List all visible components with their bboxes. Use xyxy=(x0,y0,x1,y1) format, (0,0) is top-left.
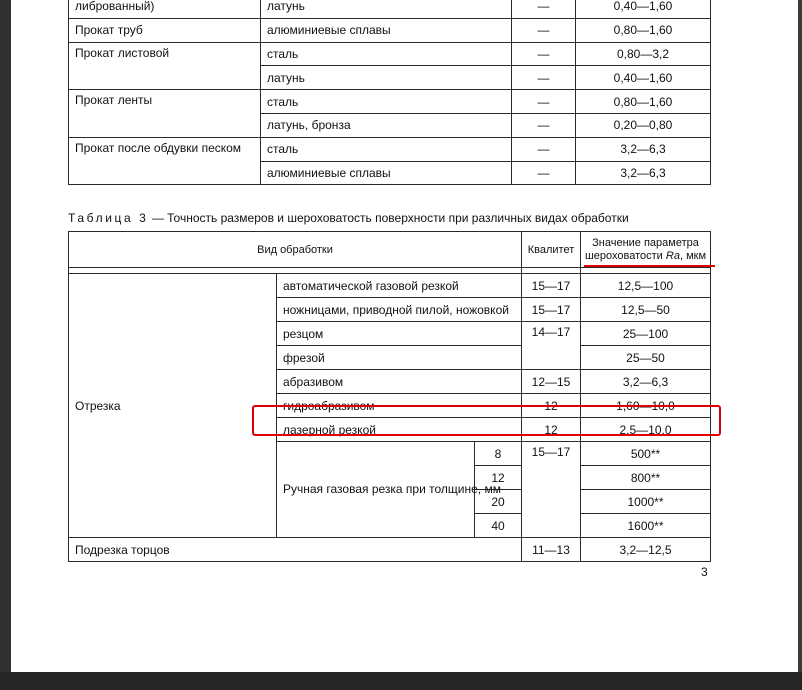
ra-cell: 3,2—6,3 xyxy=(576,161,711,185)
material-cell: алюминиевые сплавы xyxy=(261,161,512,185)
qualitet-cell: 15—17 xyxy=(522,442,581,538)
qualitet-cell: 15—17 xyxy=(522,274,581,298)
qualitet-cell: — xyxy=(512,0,576,18)
table-2-continuation xyxy=(68,0,711,185)
sub-method-cell: автоматической газовой резкой xyxy=(277,274,522,298)
material-cell: латунь, бронза xyxy=(261,113,512,137)
material-cell: сталь xyxy=(261,137,512,161)
header-ra-line1: Значение параметра xyxy=(592,236,699,249)
material-cell: сталь xyxy=(261,90,512,114)
qualitet-cell: 12 xyxy=(522,394,581,418)
table-row xyxy=(69,18,711,42)
header-row xyxy=(69,232,711,268)
table-3-caption xyxy=(68,211,629,225)
table-row xyxy=(69,0,711,18)
sub-method-cell: лазерной резкой xyxy=(277,418,522,442)
table-row xyxy=(69,137,711,161)
header-kind: Вид обработки xyxy=(69,232,522,268)
manual-cutting-label: Ручная газовая резка при толщине, мм xyxy=(277,442,475,538)
qualitet-cell: 12—15 xyxy=(522,370,581,394)
method-cell: либрованный) xyxy=(69,0,261,18)
qualitet-cell: — xyxy=(512,42,576,66)
ra-cell: 1,60—10,0 xyxy=(581,394,711,418)
qualitet-cell: 12 xyxy=(522,418,581,442)
header-ra-unit: , мкм xyxy=(679,249,707,262)
method-cell: Прокат ленты xyxy=(69,90,261,138)
ra-cell: 0,40—1,60 xyxy=(576,66,711,90)
sub-method-cell: фрезой xyxy=(277,346,522,370)
qualitet-cell: 15—17 xyxy=(522,298,581,322)
ra-cell: 12,5—50 xyxy=(581,298,711,322)
ra-cell: 0,40—1,60 xyxy=(576,0,711,18)
roughness-header-underline xyxy=(584,265,715,267)
sub-method-cell: ножницами, приводной пилой, ножовкой xyxy=(277,298,522,322)
ra-cell: 800** xyxy=(581,466,711,490)
last-row-label: Подрезка торцов xyxy=(69,538,522,562)
table-row xyxy=(69,274,711,298)
laser-cutting-highlight-box xyxy=(252,405,721,436)
group-label-otrezka: Отрезка xyxy=(69,274,277,538)
ra-cell: 0,80—1,60 xyxy=(576,90,711,114)
qualitet-cell: — xyxy=(512,66,576,90)
qualitet-cell: — xyxy=(512,113,576,137)
qualitet-cell: — xyxy=(512,18,576,42)
thickness-cell: 12 xyxy=(475,466,522,490)
method-cell: Прокат листовой xyxy=(69,42,261,90)
header-ra-line2: шероховатости xyxy=(584,249,663,262)
material-cell: сталь xyxy=(261,42,512,66)
qualitet-cell: — xyxy=(512,90,576,114)
header-ra-symbol: Ra xyxy=(665,249,680,262)
ra-cell: 2,5—10,0 xyxy=(581,418,711,442)
qualitet-cell: 14—17 xyxy=(522,322,581,370)
table-row xyxy=(69,90,711,114)
thickness-cell: 8 xyxy=(475,442,522,466)
thickness-cell: 40 xyxy=(475,514,522,538)
table-row xyxy=(69,42,711,66)
material-cell: латунь xyxy=(261,66,512,90)
ra-cell: 0,80—3,2 xyxy=(576,42,711,66)
caption-text: — Точность размеров и шероховатость поверхности при различных видах обработки xyxy=(151,211,629,225)
document-page xyxy=(11,0,798,672)
sub-method-cell: гидроабразивом xyxy=(277,394,522,418)
viewer-left-border xyxy=(0,0,11,672)
ra-cell: 25—100 xyxy=(581,322,711,346)
table-row xyxy=(69,538,711,562)
material-cell: алюминиевые сплавы xyxy=(261,18,512,42)
ra-cell: 3,2—6,3 xyxy=(576,137,711,161)
ra-cell: 0,20—0,80 xyxy=(576,113,711,137)
header-qualitet: Квалитет xyxy=(522,232,581,268)
sub-method-cell: абразивом xyxy=(277,370,522,394)
table-3 xyxy=(68,231,711,562)
ra-cell: 3,2—12,5 xyxy=(581,538,711,562)
thickness-cell: 20 xyxy=(475,490,522,514)
caption-prefix: Таблица 3 xyxy=(68,211,149,225)
ra-cell: 3,2—6,3 xyxy=(581,370,711,394)
material-cell: латунь xyxy=(261,0,512,18)
method-cell: Прокат после обдувки песком xyxy=(69,137,261,185)
ra-cell: 500** xyxy=(581,442,711,466)
ra-cell: 12,5—100 xyxy=(581,274,711,298)
viewer-right-border xyxy=(798,0,802,672)
ra-cell: 0,80—1,60 xyxy=(576,18,711,42)
qualitet-cell: — xyxy=(512,137,576,161)
page-number: 3 xyxy=(701,565,708,579)
header-ra xyxy=(581,232,711,268)
sub-method-cell: резцом xyxy=(277,322,522,346)
qualitet-cell: 11—13 xyxy=(522,538,581,562)
viewer-bottom-bar xyxy=(0,672,802,690)
qualitet-cell: — xyxy=(512,161,576,185)
ra-cell: 1600** xyxy=(581,514,711,538)
method-cell: Прокат труб xyxy=(69,18,261,42)
ra-cell: 25—50 xyxy=(581,346,711,370)
ra-cell: 1000** xyxy=(581,490,711,514)
